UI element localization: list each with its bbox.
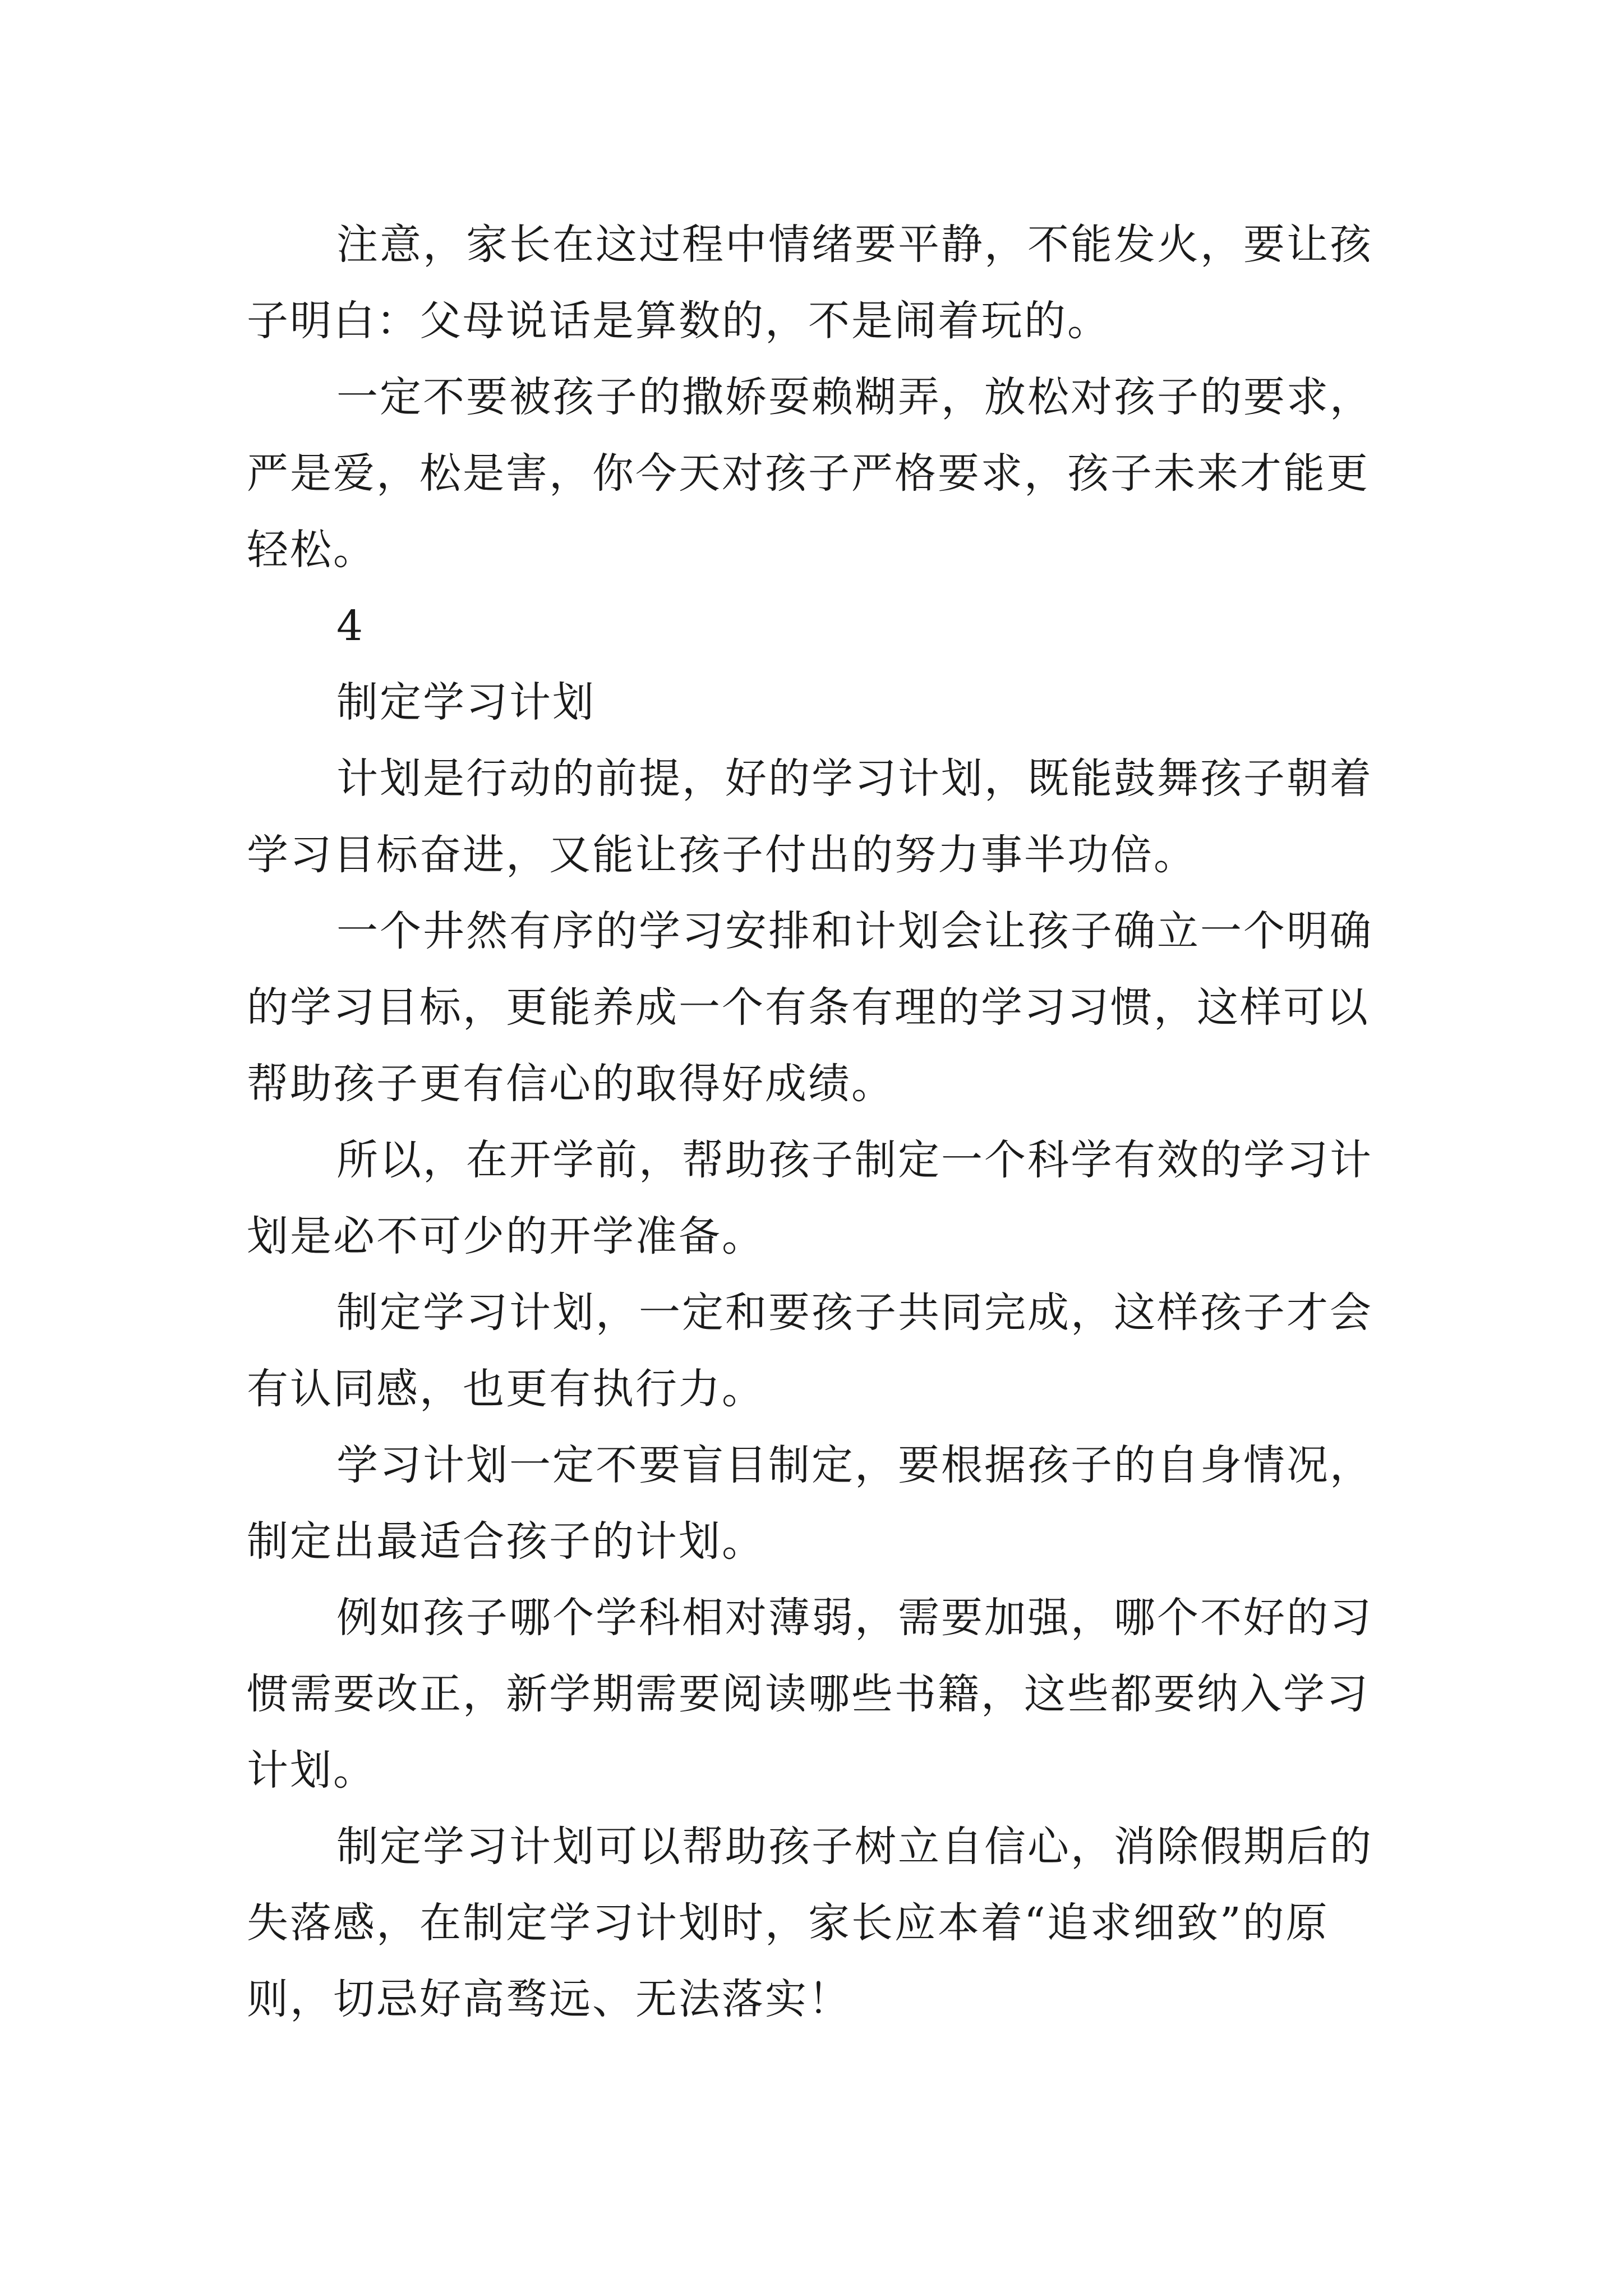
paragraph-examples: 例如孩子哪个学科相对薄弱，需要加强，哪个不好的习惯需要改正，新学期需要阅读哪些书籍，这些都要纳入学习计划。: [247, 1594, 1373, 1795]
section-heading: 制定学习计划: [336, 678, 596, 726]
paragraph-parent-calm: 注意，家长在这过程中情绪要平静，不能发火，要让孩子明白：父母说话是算数的，不是闹着玩的。: [247, 220, 1373, 345]
paragraph-before-school: 所以，在开学前，帮助孩子制定一个科学有效的学习计划是必不可少的开学准备。: [247, 1136, 1373, 1260]
paragraph-orderly-plan: 一个井然有序的学习安排和计划会让孩子确立一个明确的学习目标，更能养成一个有条有理的学习习惯，这样可以帮助孩子更有信心的取得好成绩。: [247, 907, 1373, 1108]
paragraph-plan-premise: 计划是行动的前提，好的学习计划，既能鼓舞孩子朝着学习目标奋进，又能让孩子付出的努力事半功倍。: [247, 754, 1373, 879]
paragraph-together: 制定学习计划，一定和要孩子共同完成，这样孩子才会有认同感，也更有执行力。: [247, 1289, 1373, 1413]
section-number: 4: [336, 602, 365, 650]
paragraph-confidence: 制定学习计划可以帮助孩子树立自信心，消除假期后的失落感，在制定学习计划时，家长应本着“追求细致”的原则，切忌好高骛远、无法落实！: [247, 1823, 1373, 2023]
paragraph-not-blind: 学习计划一定不要盲目制定，要根据孩子的自身情况，制定出最适合孩子的计划。: [247, 1441, 1373, 1566]
paragraph-strict-love: 一定不要被孩子的撒娇耍赖糊弄，放松对孩子的要求，严是爱，松是害，你今天对孩子严格要求，孩子未来才能更轻松。: [247, 373, 1373, 574]
document-body: [247, 206, 1391, 2037]
